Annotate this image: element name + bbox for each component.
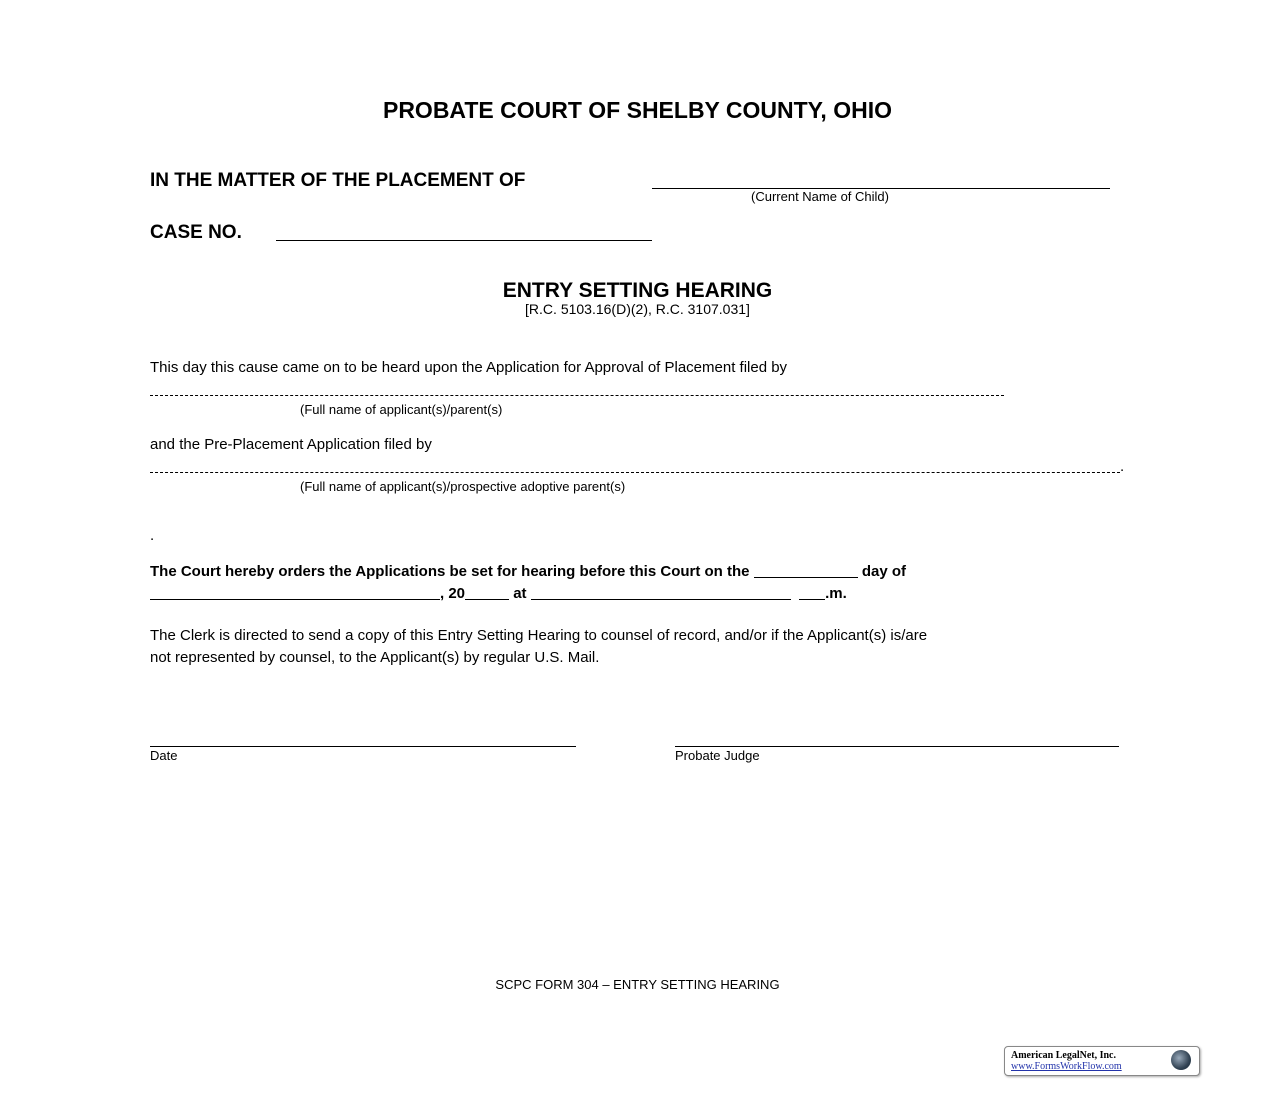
globe-icon [1171, 1050, 1191, 1070]
year-field[interactable] [465, 584, 509, 600]
order-at: at [513, 585, 527, 602]
stray-period: . [150, 527, 155, 544]
case-label: CASE NO. [150, 222, 242, 243]
judge-signature-line[interactable] [675, 746, 1119, 747]
month-field[interactable] [150, 584, 440, 600]
paragraph-preplacement: and the Pre-Placement Application filed by [150, 436, 432, 453]
date-signature-line[interactable] [150, 746, 576, 747]
day-field[interactable] [754, 562, 858, 578]
time-field[interactable] [531, 584, 791, 600]
court-title: PROBATE COURT OF SHELBY COUNTY, OHIO [382, 97, 892, 123]
document-title: ENTRY SETTING HEARING [502, 279, 773, 302]
order-m: .m. [825, 585, 847, 602]
order-year: , 20 [440, 585, 466, 602]
order-day-of: day of [861, 563, 907, 580]
paragraph-application: This day this cause came on to be heard upon the Application for Approval of Placement filed by [150, 359, 788, 376]
order-text: The Court hereby orders the Applications be set for hearing before this Court on the [150, 563, 750, 580]
applicant-name-field[interactable] [150, 395, 1004, 396]
applicant-caption: (Full name of applicant(s)/parent(s) [300, 402, 503, 417]
am-pm-field[interactable] [799, 584, 825, 600]
form-footer: SCPC FORM 304 – ENTRY SETTING HEARING [495, 977, 780, 992]
badge-url[interactable]: www.FormsWorkFlow.com [1011, 1061, 1122, 1072]
statute-reference: [R.C. 5103.16(D)(2), R.C. 3107.031] [525, 301, 750, 317]
child-caption: (Current Name of Child) [751, 189, 889, 204]
prospective-parent-caption: (Full name of applicant(s)/prospective adoptive parent(s) [300, 479, 626, 494]
case-number-field[interactable] [276, 240, 652, 241]
date-label: Date [150, 748, 178, 763]
prospective-parent-field[interactable] [150, 472, 1120, 473]
period: . [1120, 458, 1125, 475]
badge-company: American LegalNet, Inc. [1011, 1050, 1116, 1061]
order-line-2 [150, 584, 847, 602]
american-legalnet-badge[interactable] [1004, 1046, 1200, 1076]
judge-label: Probate Judge [675, 748, 760, 763]
clerk-text-1: The Clerk is directed to send a copy of this Entry Setting Hearing to counsel of record, and/or if the Applicant(s) is/are [150, 627, 928, 644]
clerk-text-2: not represented by counsel, to the Applicant(s) by regular U.S. Mail. [150, 649, 600, 666]
order-line-1 [150, 562, 906, 580]
matter-label: IN THE MATTER OF THE PLACEMENT OF [150, 170, 526, 191]
